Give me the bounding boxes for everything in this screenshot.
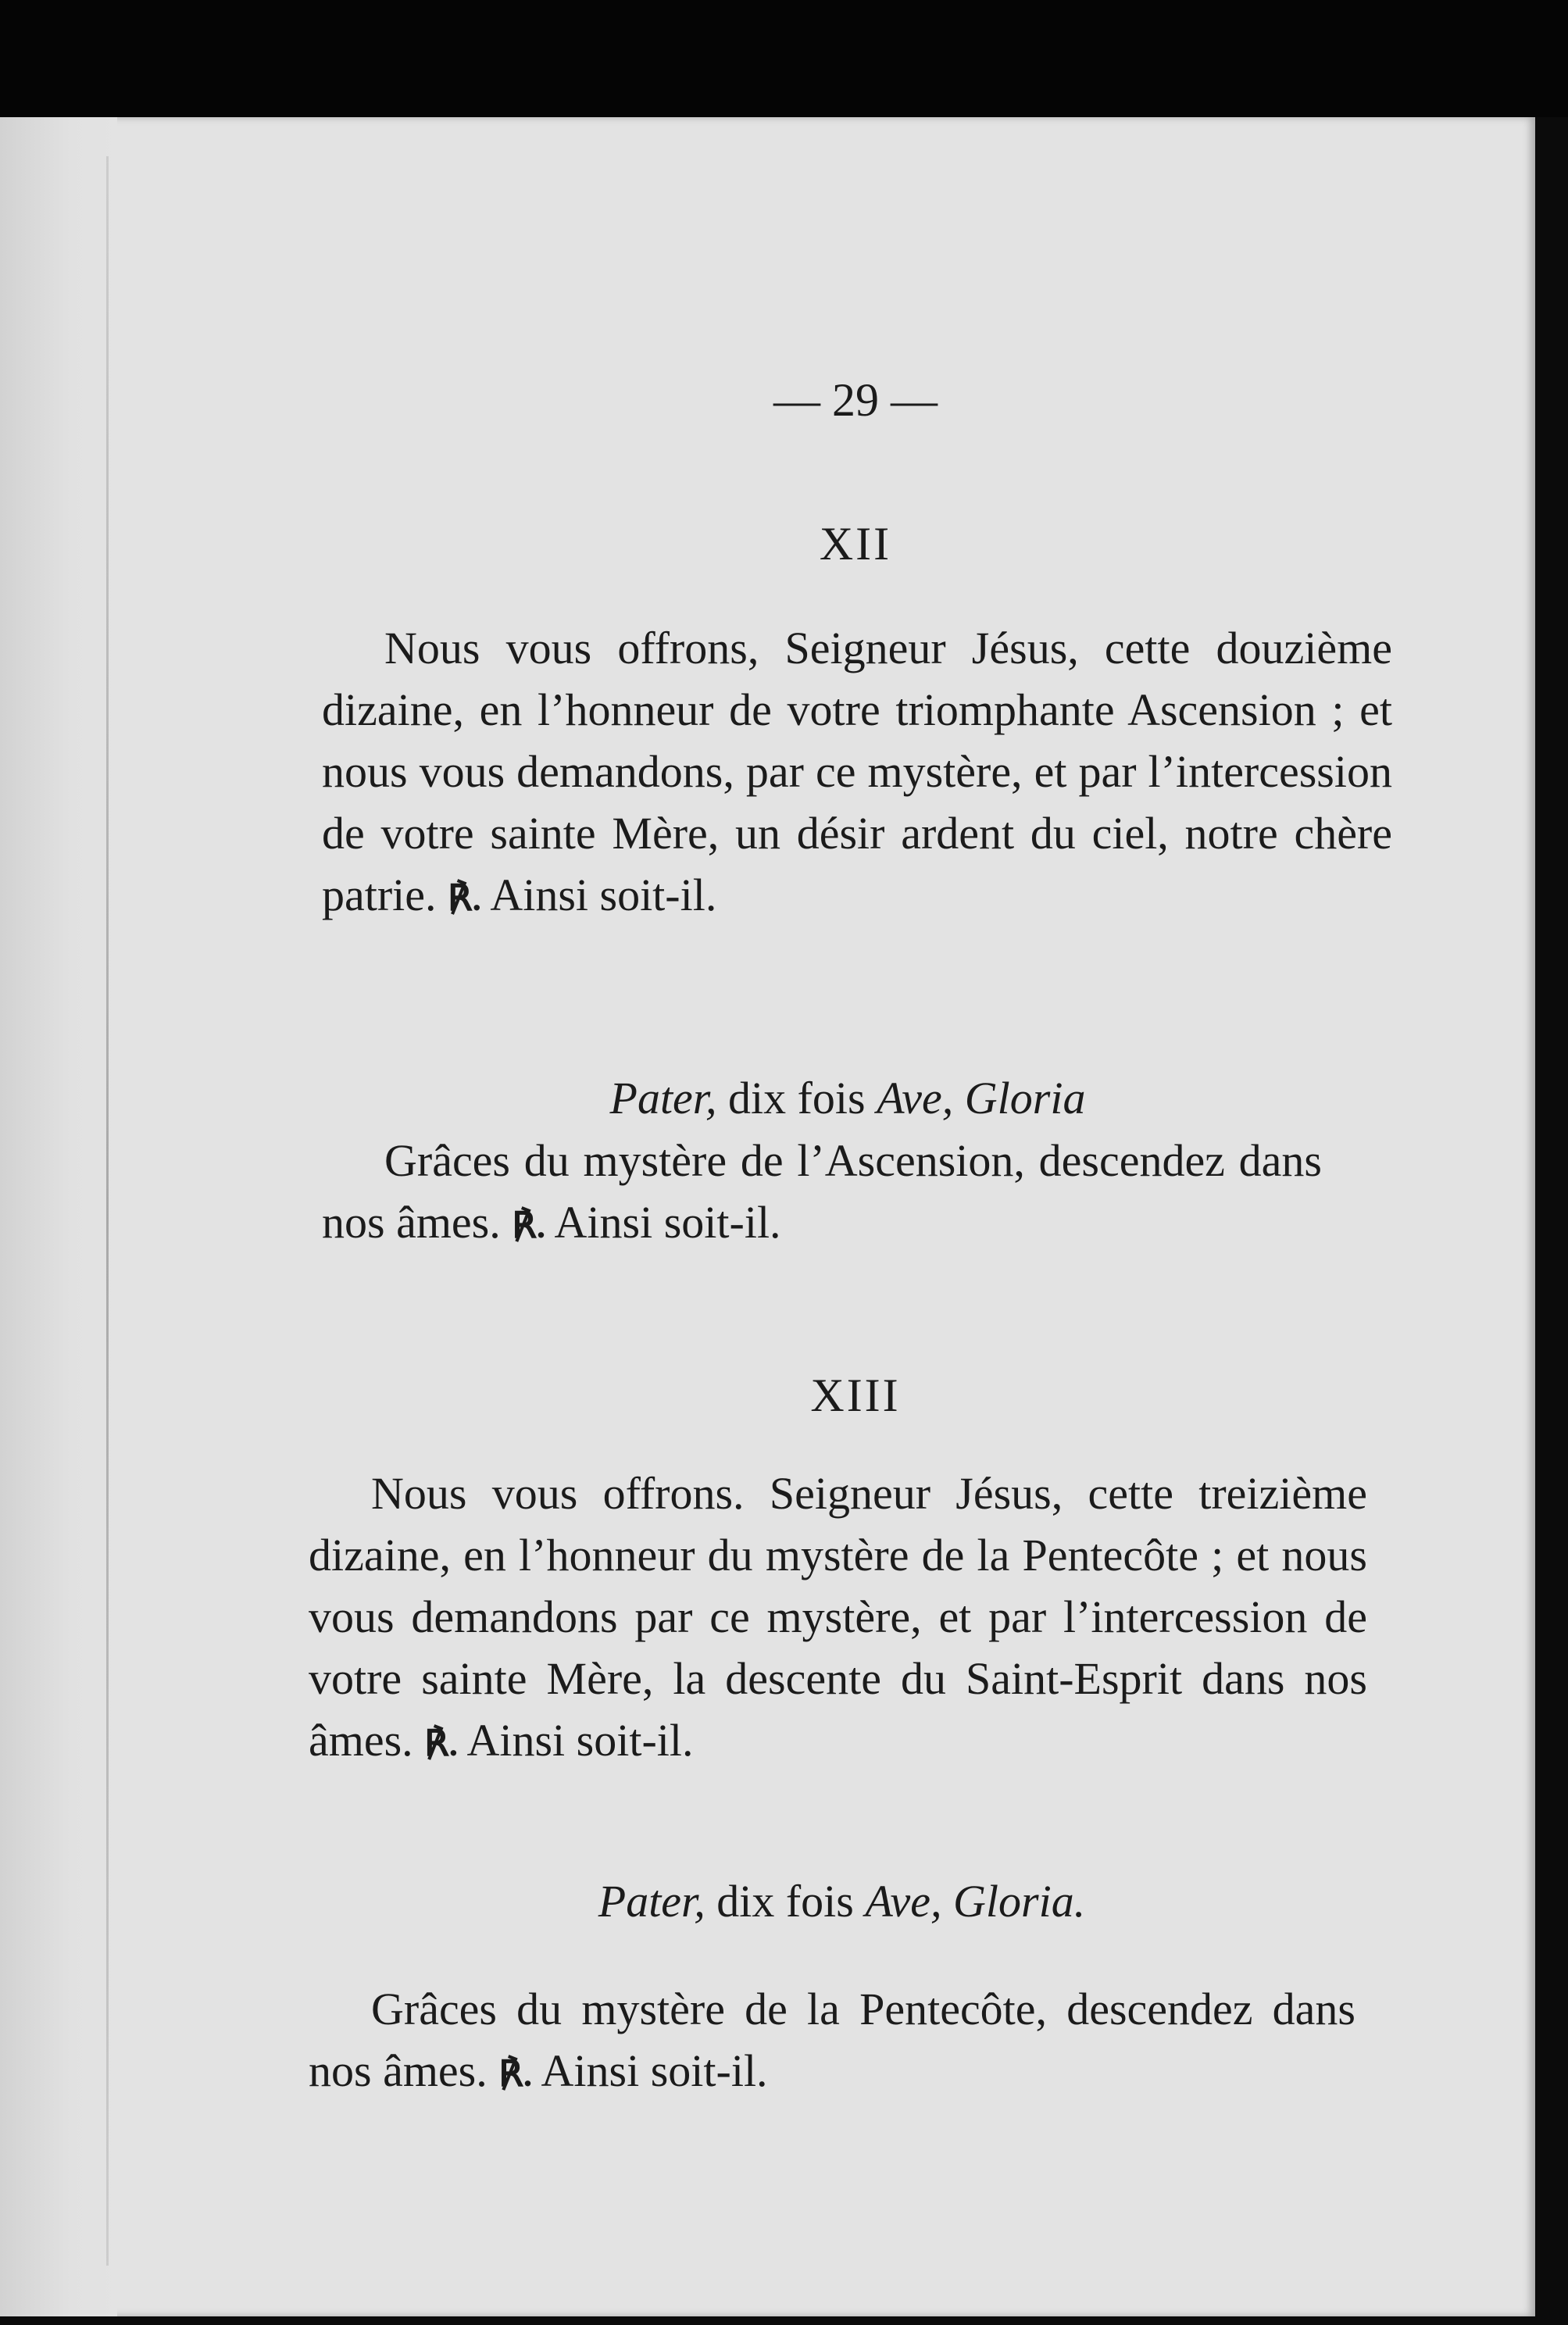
scan-top-border — [0, 0, 1568, 117]
pater-rubric-xiii — [313, 1875, 1371, 1927]
graces-text: Grâces du mystère de la Pentecôte, descendez dans nos âmes. — [309, 1984, 1355, 2096]
section-numeral-xii: XII — [819, 518, 892, 570]
response-sign: ℟. — [448, 878, 481, 918]
response-sign: ℟. — [512, 1205, 546, 1245]
pater-word: Pater, — [598, 1876, 705, 1927]
response-text: Ainsi soit-il. — [466, 1715, 694, 1766]
response-sign: ℟. — [424, 1723, 459, 1763]
pater-middle: dix fois — [716, 1073, 877, 1123]
page-gutter — [0, 117, 117, 2316]
prayer-text: Nous vous offrons, Seigneur Jésus, cette douzième dizaine, en l’honneur de votre triomphante Ascension ; et nous vous demandons, par ce mystère, et par l’intercession de votre sainte Mère, un désir ardent du ciel, notre chère patrie. — [322, 623, 1392, 920]
prayer-paragraph-xiii — [309, 1462, 1367, 1774]
binding-crease — [106, 156, 109, 2266]
graces-text: Grâces du mystère de l’Ascension, descendez dans nos âmes. — [322, 1135, 1322, 1248]
prayer-text: Nous vous offrons. Seigneur Jésus, cette treizième dizaine, en l’honneur du mystère de la Pentecôte ; et nous vous demandons par ce mystère, et par l’intercession de votre sainte Mère, la descente du Saint-Esprit dans nos âmes. — [309, 1468, 1367, 1766]
response-text: Ainsi soit-il. — [541, 2045, 768, 2096]
pater-word: Pater, — [609, 1073, 717, 1123]
response-sign: ℟. — [498, 2054, 533, 2094]
graces-paragraph-xii — [322, 1130, 1322, 1256]
pater-middle: dix fois — [705, 1876, 866, 1927]
page-number: — 29 — — [773, 374, 938, 426]
ave-gloria: Ave, Gloria. — [865, 1876, 1086, 1927]
section-numeral-xiii: XIII — [810, 1370, 901, 1421]
pater-rubric-xii — [328, 1072, 1367, 1124]
graces-paragraph-xiii — [309, 1978, 1355, 2105]
response-text: Ainsi soit-il. — [554, 1197, 781, 1248]
ave-gloria: Ave, Gloria — [877, 1073, 1086, 1123]
prayer-paragraph-xii — [322, 617, 1392, 929]
response-text: Ainsi soit-il. — [490, 870, 717, 920]
scan-right-border — [1535, 117, 1568, 2325]
